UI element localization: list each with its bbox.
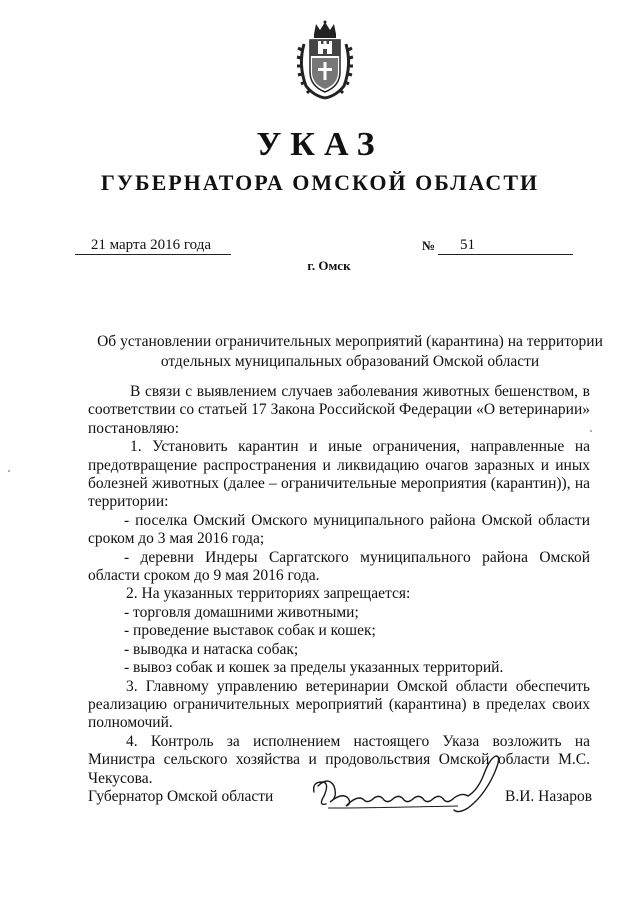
decree-body [88, 383, 590, 788]
item-2-subitem-b: - проведение выставок собак и кошек; [124, 622, 376, 640]
heading-line-2: отдельных муниципальных образований Омской области [160, 353, 540, 370]
item-4-paragraph: 4. Контроль за исполнением настоящего Указа возложить на Министра сельского хозяйства и продовольствия Омской области М.С. Чекусова. [88, 732, 590, 787]
coat-of-arms-icon [296, 20, 354, 100]
decree-number: 51 [438, 236, 573, 255]
heading-line-1: Об установлении ограничительных мероприятий (карантина) на территории [97, 333, 603, 350]
decree-subtitle: ГУБЕРНАТОРА ОМСКОЙ ОБЛАСТИ [100, 170, 540, 195]
item-1-subitem-b: - деревни Индеры Саргатского муниципального района Омской области сроком до 9 мая 2016 года. [88, 548, 590, 585]
signatory-position: Губернатор Омской области [88, 788, 274, 805]
item-2-paragraph: 2. На указанных территориях запрещается: [126, 585, 411, 603]
decree-title: УКАЗ [256, 126, 384, 163]
item-2-subitem-d: - вывоз собак и кошек за пределы указанных территорий. [124, 659, 504, 677]
item-1-subitem-a: - поселка Омский Омского муниципального района Омской области сроком до 3 мая 2016 года; [88, 511, 590, 548]
scan-speck [8, 470, 10, 472]
handwritten-signature [308, 752, 508, 814]
item-2-subitem-c: - выводка и натаска собак; [124, 640, 299, 658]
decree-heading [80, 332, 620, 372]
preamble-paragraph: В связи с выявлением случаев заболевания животных бешенством, в соответствии со статьей 17 Закона Российской Федерации «О ветеринарии» постановляю: [88, 383, 590, 437]
scan-speck [590, 430, 592, 432]
number-label: № [422, 238, 436, 253]
decree-city: г. Омск [307, 258, 351, 273]
signatory-name: В.И. Назаров [505, 788, 593, 805]
item-1-paragraph: 1. Установить карантин и иные ограничения, направленные на предотвращение распространения и ликвидацию очагов заразных и иных болезней животных (далее – ограничительные мероприятия (карантин)), на территории: [88, 438, 590, 511]
item-3-paragraph: 3. Главному управлению ветеринарии Омской области обеспечить реализацию ограничительных мероприятий (карантина) в пределах своих полномочий. [88, 677, 590, 732]
decree-date: 21 марта 2016 года [75, 236, 231, 255]
item-2-subitem-a: - торговля домашними животными; [124, 603, 359, 621]
